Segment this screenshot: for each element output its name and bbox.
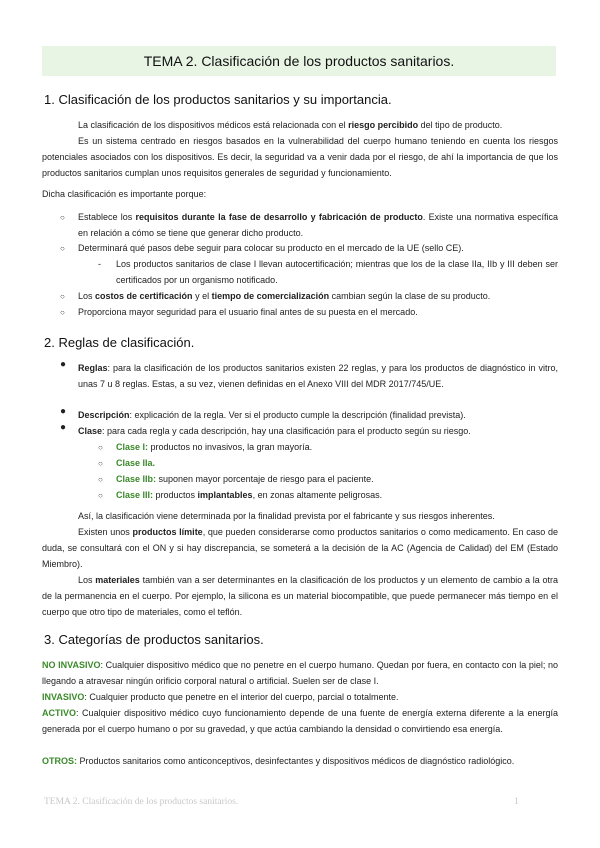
text: suponen mayor porcentaje de riesgo para el paciente. bbox=[156, 474, 374, 484]
bold-text: materiales bbox=[95, 575, 140, 585]
circle-bullet-icon: ○ bbox=[98, 459, 103, 468]
class-label: Clase IIa. bbox=[116, 458, 156, 468]
s1-paragraph-1 bbox=[78, 117, 558, 133]
bold-text: Reglas bbox=[78, 363, 108, 373]
text: : Cualquier dispositivo médico que no penetre en el cuerpo humano. Quedan por fuera, en contacto con la piel; no llegando a atravesar ningún orificio corporal natural o artificial. Suelen ser de clase I. bbox=[42, 660, 559, 686]
text: : explicación de la regla. Ver si el producto cumple la descripción (finalidad prevista). bbox=[129, 410, 466, 420]
text: La clasificación de los dispositivos médicos está relacionada con el bbox=[78, 120, 349, 130]
class-label: Clase IIb: bbox=[116, 474, 157, 484]
page-number: 1 bbox=[514, 797, 519, 807]
section-1-heading: 1. Clasificación de los productos sanitarios y su importancia. bbox=[44, 92, 392, 107]
title-banner bbox=[42, 46, 556, 76]
text: productos no invasivos, la gran mayoría. bbox=[148, 442, 313, 452]
category-label: NO INVASIVO bbox=[42, 660, 101, 670]
section-2-heading: 2. Reglas de clasificación. bbox=[44, 335, 195, 350]
category-activo bbox=[42, 705, 558, 737]
circle-bullet-icon: ○ bbox=[98, 475, 103, 484]
s1-bullet-1 bbox=[78, 209, 558, 241]
bold-text: riesgo percibido bbox=[348, 120, 419, 130]
category-label: ACTIVO bbox=[42, 708, 77, 718]
circle-bullet-icon: ○ bbox=[60, 308, 65, 317]
s1-paragraph-3: Dicha clasificación es importante porque: bbox=[42, 189, 207, 199]
category-no-invasivo bbox=[42, 657, 558, 689]
text: , en zonas altamente peligrosas. bbox=[252, 490, 383, 500]
text: : Cualquier dispositivo médico cuyo funcionamiento depende de una fuente de energía externa diferente a la energía generada por el cuerpo humano o por su gravedad, y que actúa cambiando la densidad o convirtiendo esa energía. bbox=[42, 708, 558, 734]
bold-text: Clase bbox=[78, 426, 103, 436]
bold-text: requisitos durante la fase de desarrollo y fabricación de producto bbox=[135, 212, 423, 222]
class-iii-item bbox=[116, 487, 556, 503]
text: Establece los bbox=[78, 212, 136, 222]
circle-bullet-icon: ○ bbox=[60, 213, 65, 222]
bold-text: tiempo de comercialización bbox=[211, 291, 330, 301]
bold-text: implantables bbox=[197, 490, 253, 500]
s1-bullet-2: Determinará qué pasos debe seguir para colocar su producto en el mercado de la UE (sello CE). bbox=[78, 243, 464, 253]
class-iib-item bbox=[116, 471, 556, 487]
s2-paragraph-2 bbox=[42, 524, 558, 572]
s1-paragraph-2: Es un sistema centrado en riesgos basados en la vulnerabilidad del cuerpo humano teniendo en cuenta los riesgos potenciales asociados con los dispositivos. Es decir, la seguridad va a venir dada por el riesgo, de ahí la importancia de que los productos sanitarios cumplan unos requisitos generales de seguridad y funcionamiento. bbox=[42, 136, 558, 178]
class-label: Clase III: bbox=[116, 490, 154, 500]
category-label: INVASIVO bbox=[42, 692, 85, 702]
bold-text: productos límite bbox=[132, 527, 203, 537]
class-iia-item bbox=[116, 455, 556, 471]
category-otros bbox=[42, 753, 558, 769]
s2-paragraph-3 bbox=[42, 572, 558, 620]
text: y el bbox=[192, 291, 212, 301]
class-i-item bbox=[116, 439, 556, 455]
s2-rule-clase bbox=[78, 423, 558, 439]
category-label: OTROS: bbox=[42, 756, 77, 766]
circle-bullet-icon: ○ bbox=[60, 244, 65, 253]
dot-bullet-icon: ● bbox=[60, 359, 67, 370]
s1-sub-bullet: Los productos sanitarios de clase I llevan autocertificación; mientras que los de la clase IIa, IIb y III deben ser certificados por un organismo notificado. bbox=[116, 259, 558, 285]
category-invasivo bbox=[42, 689, 558, 705]
circle-bullet-icon: ○ bbox=[98, 491, 103, 500]
text: Los bbox=[78, 291, 96, 301]
s2-rule-reglas bbox=[78, 360, 558, 392]
dash-bullet-icon: - bbox=[98, 259, 101, 269]
s1-bullet-4: Proporciona mayor seguridad para el usuario final antes de su puesta en el mercado. bbox=[78, 307, 418, 317]
page-title: TEMA 2. Clasificación de los productos sanitarios. bbox=[143, 53, 455, 69]
page-footer: TEMA 2. Clasificación de los productos sanitarios. bbox=[44, 797, 239, 807]
text: : Cualquier producto que penetre en el interior del cuerpo, parcial o totalmente. bbox=[84, 692, 399, 702]
bold-text: costos de certificación bbox=[95, 291, 193, 301]
text: del tipo de producto. bbox=[418, 120, 503, 130]
class-label: Clase I: bbox=[116, 442, 149, 452]
section-3-heading: 3. Categorías de productos sanitarios. bbox=[44, 632, 264, 647]
s2-paragraph-1: Así, la clasificación viene determinada por la finalidad prevista por el fabricante y sus riesgos inherentes. bbox=[78, 511, 495, 521]
text: : para la clasificación de los productos sanitarios existen 22 reglas, y para los productos de diagnóstico in vitro, unas 7 u 8 reglas. Estas, a su vez, vienen definidas en el Anexo VIII del MDR 2017/745/UE. bbox=[78, 363, 558, 389]
text: : para cada regla y cada descripción, hay una clasificación para el producto según su riesgo. bbox=[102, 426, 471, 436]
text: cambian según la clase de su producto. bbox=[329, 291, 491, 301]
text: Productos sanitarios como anticonceptivos, desinfectantes y dispositivos médicos de diagnóstico radiológico. bbox=[77, 756, 515, 766]
bold-text: Descripción bbox=[78, 410, 130, 420]
circle-bullet-icon: ○ bbox=[60, 292, 65, 301]
text: también van a ser determinantes en la clasificación de los productos y un elemento de cambio a la otra de la permanencia en el cuerpo. Por ejemplo, la silicona es un material biocompatible, que puede permanecer más tiempo en el cuerpo que otro tipo de materiales, como el teflón. bbox=[42, 575, 559, 617]
text: productos bbox=[153, 490, 198, 500]
circle-bullet-icon: ○ bbox=[98, 443, 103, 452]
text: Existen unos bbox=[78, 527, 133, 537]
s2-rule-descripcion bbox=[78, 407, 558, 423]
dot-bullet-icon: ● bbox=[60, 422, 67, 433]
dot-bullet-icon: ● bbox=[60, 406, 67, 417]
text: Los bbox=[78, 575, 96, 585]
text: , que pueden considerarse como productos sanitarios o como medicamento. En caso de duda, se consultará con el ON y si hay discrepancia, se someterá a la decisión de la AC (Agencia de Calidad) del EM (Estado Miembro). bbox=[42, 527, 559, 569]
text: . Existe una normativa específica en relación a cómo se tiene que generar dicho producto. bbox=[78, 212, 558, 238]
s1-bullet-3 bbox=[78, 288, 558, 304]
